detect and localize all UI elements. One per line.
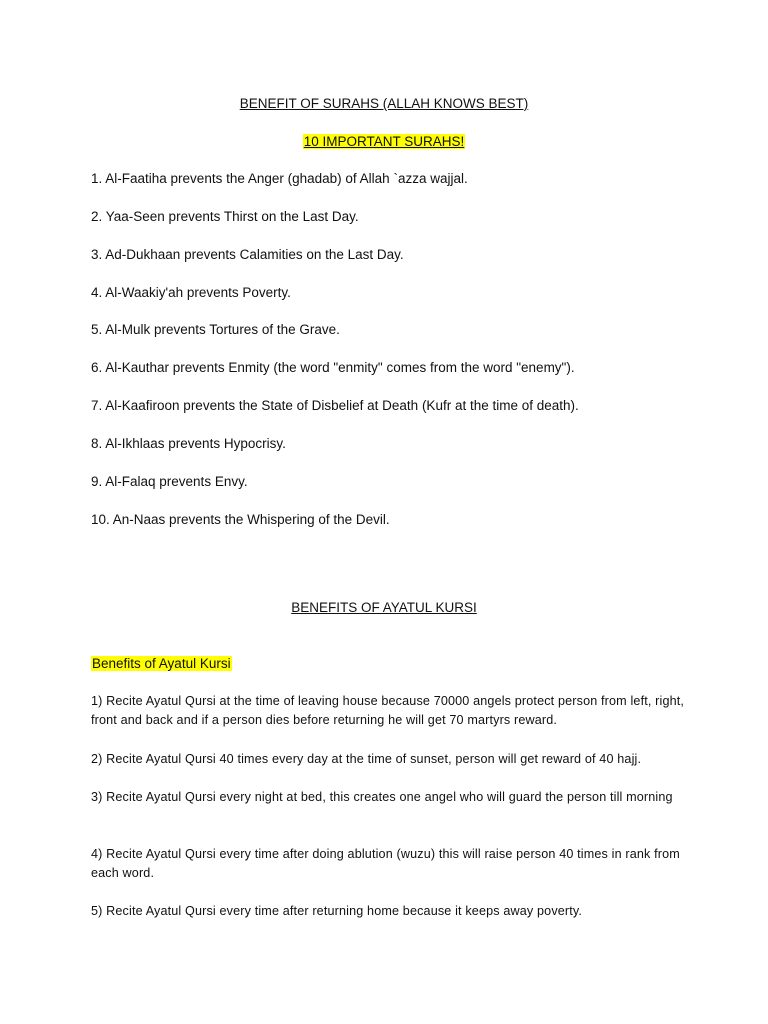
surah-item-6: 6. Al-Kauthar prevents Enmity (the word "enmity" comes from the word "enemy").: [91, 360, 575, 375]
document-title-text: BENEFIT OF SURAHS (ALLAH KNOWS BEST): [239, 96, 529, 111]
section2-title: [0, 600, 768, 616]
surah-item-7: 7. Al-Kaafiroon prevents the State of Disbelief at Death (Kufr at the time of death).: [91, 398, 579, 413]
surah-item-3: 3. Ad-Dukhaan prevents Calamities on the Last Day.: [91, 247, 404, 262]
benefit-item-2: 2) Recite Ayatul Qursi 40 times every day at the time of sunset, person will get reward of 40 hajj.: [91, 752, 642, 766]
section2-title-text: BENEFITS OF AYATUL KURSI: [291, 600, 477, 615]
surah-item-2: 2. Yaa-Seen prevents Thirst on the Last Day.: [91, 209, 359, 224]
surah-item-1: 1. Al-Faatiha prevents the Anger (ghadab) of Allah `azza wajjal.: [91, 171, 468, 186]
section2-highlight-row: [91, 656, 232, 672]
surah-item-8: 8. Al-Ikhlaas prevents Hypocrisy.: [91, 436, 286, 451]
benefit-item-5: 5) Recite Ayatul Qursi every time after returning home because it keeps away poverty.: [91, 904, 583, 918]
section2-highlight: Benefits of Ayatul Kursi: [92, 656, 231, 671]
subtitle-highlight: 10 IMPORTANT SURAHS!: [303, 134, 465, 149]
document-title: [0, 96, 768, 112]
surah-item-4: 4. Al-Waakiy'ah prevents Poverty.: [91, 285, 291, 300]
surah-item-9: 9. Al-Falaq prevents Envy.: [91, 474, 248, 489]
surah-item-5: 5. Al-Mulk prevents Tortures of the Grave.: [91, 322, 340, 337]
subtitle-row: [0, 134, 768, 150]
benefit-item-1: 1) Recite Ayatul Qursi at the time of leaving house because 70000 angels protect person from left, right, front and back and if a person dies before returning he will get 70 martyrs reward.: [91, 694, 685, 727]
surah-item-10: 10. An-Naas prevents the Whispering of the Devil.: [91, 512, 390, 527]
benefit-item-4: 4) Recite Ayatul Qursi every time after doing ablution (wuzu) this will raise person 40 times in rank from each word.: [91, 847, 680, 880]
benefit-item-3: 3) Recite Ayatul Qursi every night at bed, this creates one angel who will guard the person till morning: [91, 790, 673, 804]
